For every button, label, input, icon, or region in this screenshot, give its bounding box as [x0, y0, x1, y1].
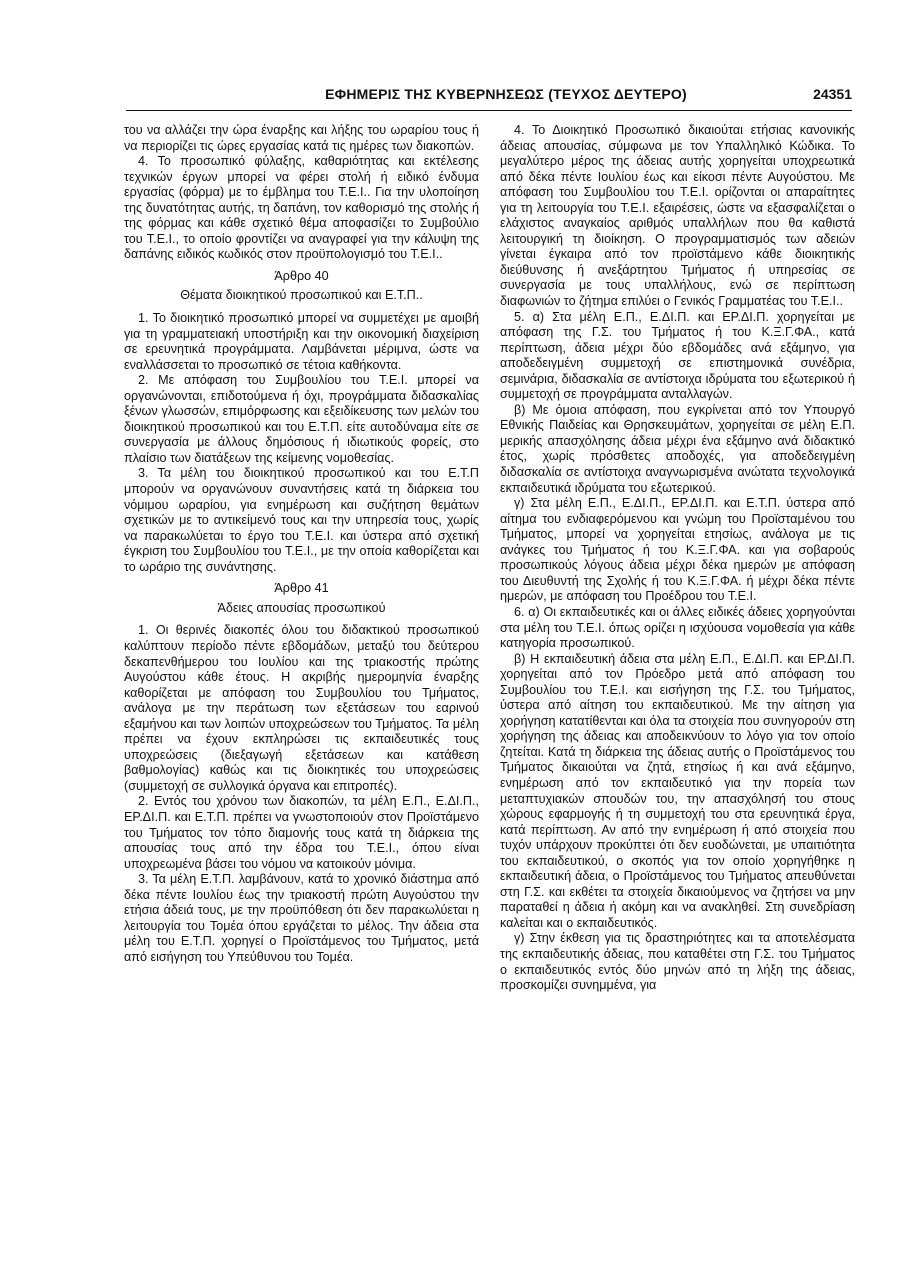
right-column [500, 123, 855, 994]
paragraph: β) Η εκπαιδευτική άδεια στα μέλη Ε.Π., Ε.ΔΙ.Π. και ΕΡ.ΔΙ.Π. χορηγείται από τον Πρόεδρο μετά από απόφαση του Συμβουλίου του Τ.Ε.Ι. και εισήγηση της Γ.Σ. του Τμήματος, ύστερα από αίτηση του εκπαιδευτικού. Με την αίτηση για χορήγηση κατατίθενται και όλα τα στοιχεία που συνηγορούν στη χορήγηση της άδειας και αποδεικνύουν το λόγο για τον οποίο ζητείται. Κατά τη διάρκεια της άδειας αυτής ο Προϊστάμενος του Τμήματος δικαιούται να ζητά, ετησίως ή και ανά εξάμηνο, ενημέρωση από τον εκπαιδευτικό για την πορεία των μεταπτυχιακών σπουδών του, την απασχόλησή του στους χώρους εφαρμογής ή τη συμμετοχή του στα ερευνητικά έργα, κατά περίπτωση. Αν από την ενημέρωση ή από στοιχεία που τυχόν υπάρχουν προκύπτει ότι δεν ευοδώνεται, με υπαιτιότητα του εκπαιδευτικού, ο σκοπός για τον οποίο χορηγήθηκε η εκπαιδευτική άδεια, ο Προϊστάμενος του Τμήματος απευθύνεται στη Γ.Σ. και εκθέτει τα στοιχεία δικαιούμενος να ζητήσει να μην παραταθεί η άδεια ή ακόμη και να ανακληθεί. Στη συνεδρίαση καλείται και ο εκπαιδευτικός. [500, 651, 855, 930]
article-heading: Άρθρο 41 [274, 581, 329, 596]
page-number: 24351 [813, 86, 852, 102]
paragraph: β) Με όμοια απόφαση, που εγκρίνεται από τον Υπουργό Εθνικής Παιδείας και Θρησκευμάτων, χορηγείται σε μέλη Ε.Π. μερικής απασχόλησης άδεια μέχρι ένα εξάμηνο ανά διδακτικό έτος, χωρίς πρόσθετες αποδοχές, για αποδεδειγμένη διδασκαλία σε αντίστοιχα αναγνωρισμένα ανώτατα τεχνολογικά εκπαιδευτικά ιδρύματα του εξωτερικού. [500, 402, 855, 495]
paragraph: γ) Στα μέλη Ε.Π., Ε.ΔΙ.Π., ΕΡ.ΔΙ.Π. και Ε.Τ.Π. ύστερα από αίτημα του ενδιαφερόμενου και γνώμη του Προϊσταμένου του Τμήματος, μπορεί να χορηγείται ετησίως, ανάλογα με τις ανάγκες του Τμήματος ή του Κ.Ξ.Γ.ΦΑ. και για σοβαρούς προσωπικούς λόγους άδεια μέχρι δέκα ημερών με απόφαση του Διευθυντή της Σχολής ή του Κ.Ξ.Γ.ΦΑ. ή μέχρι δέκα πέντε ημερών, με απόφαση του Προέδρου του Τ.Ε.Ι. [500, 496, 855, 604]
article-title: Θέματα διοικητικού προσωπικού και Ε.Τ.Π.. [180, 288, 423, 303]
paragraph: 1. Το διοικητικό προσωπικό μπορεί να συμμετέχει με αμοιβή για τη γραμματειακή υποστήριξη και την οικονομική διαχείριση σε ερευνητικά προγράμματα. Λαμβάνεται μέριμνα, ώστε να εναλλάσσεται το προσωπικό σε τέτοια καθήκοντα. [124, 311, 479, 372]
paragraph: 5. α) Στα μέλη Ε.Π., Ε.ΔΙ.Π. και ΕΡ.ΔΙ.Π. χορηγείται με απόφαση της Γ.Σ. του Τμήματος ή του Κ.Ξ.Γ.ΦΑ., κατά περίπτωση, άδεια μέχρι δύο εβδομάδες ανά εξάμηνο, για αποδεδειγμένη συμμετοχή σε επιστημονικά συνέδρια, σεμινάρια, διδασκαλία σε αντίστοιχα ιδρύματα του εξωτερικού ή συμμετοχή σε προγράμματα ανταλλαγών. [500, 309, 855, 402]
paragraph: 6. α) Οι εκπαιδευτικές και οι άλλες ειδικές άδειες χορηγούνται στα μέλη του Τ.Ε.Ι. όπως ορίζει η ισχύουσα νομοθεσία για κάθε κατηγορία προσωπικού. [500, 604, 855, 651]
paragraph: 3. Τα μέλη Ε.Τ.Π. λαμβάνουν, κατά το χρονικό διάστημα από δέκα πέντε Ιουλίου έως την τριακοστή πρώτη Αυγούστου την ετήσια άδειά τους, με την προϋπόθεση ότι δεν παρακωλύεται η λειτουργία του Τομέα όπου εργάζεται το μέλος. Την άδεια στα μέλη του Ε.Τ.Π. χορηγεί ο Προϊστάμενος του Τμήματος, μετά από εισήγηση του Υπεύθυνου του Τομέα. [124, 872, 479, 964]
gazette-title: ΕΦΗΜΕΡΙΣ ΤΗΣ ΚΥΒΕΡΝΗΣΕΩΣ (ΤΕΥΧΟΣ ΔΕΥΤΕΡΟ) [325, 86, 687, 102]
left-column [124, 123, 479, 965]
paragraph: 3. Τα μέλη του διοικητικού προσωπικού και του Ε.Τ.Π μπορούν να οργανώνουν συναντήσεις κατά τη διάρκεια του νόμιμου ωραρίου, για ενημέρωση και συζήτηση θεμάτων σχετικών με το αντικείμενό τους και την υπηρεσία τους, χωρίς να παρακωλύεται το έργο του Τ.Ε.Ι. και ύστερα από σχετική έγκριση του Συμβουλίου του Τ.Ε.Ι., με την οποία καθορίζεται και το ωράριο της συνάντησης. [124, 466, 479, 574]
paragraph: 4. Το Διοικητικό Προσωπικό δικαιούται ετήσιας κανονικής άδειας απουσίας, σύμφωνα με τον Υπαλληλικό Κώδικα. Το μεγαλύτερο μέρος της άδειας αυτής χορηγείται υποχρεωτικά από δέκα πέντε Ιουλίου έως και είκοσι πέντε Αυγούστου. Με απόφαση του Συμβουλίου του Τ.Ε.Ι. ορίζονται οι απαραίτητες για τη λειτουργία του Τ.Ε.Ι. εξαιρέσεις, ώστε να εξασφαλίζεται ο ελάχιστος αναγκαίος αριθμός υπαλλήλων που θα καθιστά λειτουργική τη διοίκηση. Ο προγραμματισμός των αδειών γίνεται έγκαιρα από τον προϊστάμενο κάθε διοικητικής διεύθυνσης ή ανεξάρτητου Τμήματος ή υπηρεσίας σε συνεργασία με τους υπαλλήλους, ενώ σε περίπτωση διαφωνιών το ζήτημα επιλύει ο Γενικός Γραμματέας του Τ.Ε.Ι.. [500, 123, 855, 309]
paragraph: 2. Με απόφαση του Συμβουλίου του Τ.Ε.Ι. μπορεί να οργανώνονται, επιδοτούμενα ή όχι, προγράμματα διδασκαλίας ξένων γλωσσών, επιμόρφωσης και εξειδίκευσης των μελών του διοικητικού προσωπικού και του Ε.Τ.Π. είτε αυτοδύναμα είτε σε συνεργασία με άλλους δημόσιους ή ιδιωτικούς φορείς, στο πλαίσιο των διατάξεων της κείμενης νομοθεσίας. [124, 373, 479, 465]
paragraph: του να αλλάζει την ώρα έναρξης και λήξης του ωραρίου τους ή να περιορίζει τις ώρες εργασίας κατά τις ημέρες των διακοπών. [124, 123, 479, 153]
paragraph: 1. Οι θερινές διακοπές όλου του διδακτικού προσωπικού καλύπτουν περίοδο πέντε εβδομάδων, μεταξύ του δεύτερου δεκαπενθήμερου του Ιουλίου και της τριακοστής πρώτης Αυγούστου κάθε έτους. Η ακριβής ημερομηνία έναρξης καθορίζεται με απόφαση του Συμβουλίου του Τμήματος, ανάλογα με την περάτωση των εξετάσεων του εαρινού εξαμήνου και των λοιπών υποχρεώσεων του Τμήματος. Τα μέλη πρέπει να έχουν εκπληρώσει τις εκπαιδευτικές τους υποχρεώσεις (διεξαγωγή εξετάσεων και κατάθεση βαθμολογίας) καθώς και τις διοικητικές του υποχρεώσεις (συμμετοχή σε συλλογικά όργανα και επιτροπές). [124, 623, 479, 793]
paragraph: 2. Εντός του χρόνου των διακοπών, τα μέλη Ε.Π., Ε.ΔΙ.Π., ΕΡ.ΔΙ.Π. και Ε.Τ.Π. πρέπει να γνωστοποιούν στον Προϊστάμενο του Τμήματος τον τόπο διαμονής τους κατά τη διάρκεια της απουσίας τους από την έδρα του Τ.Ε.Ι., όπου είναι υποχρεωμένα βάσει του νόμου να κατοικούν μόνιμα. [124, 794, 479, 871]
article-heading: Άρθρο 40 [274, 268, 329, 283]
article-title: Άδειες απουσίας προσωπικού [217, 600, 386, 615]
paragraph: γ) Στην έκθεση για τις δραστηριότητες και τα αποτελέσματα της εκπαιδευτικής άδειας, που καταθέτει στη Γ.Σ. του Τμήματος ο εκπαιδευτικός εντός δύο μηνών από τη λήξη της άδειας, προσκομίζει συνημμένα, για [500, 931, 855, 993]
page-header [126, 86, 852, 111]
paragraph: 4. Το προσωπικό φύλαξης, καθαριότητας και εκτέλεσης τεχνικών έργων μπορεί να φέρει στολή ή ειδικό ένδυμα εργασίας (φόρμα) με το έμβλημα του Τ.Ε.Ι.. Για την υλοποίηση της δυνατότητας αυτής, τη δαπάνη, τον καθορισμό της στολής ή της φόρμας και κάθε σχετικό θέμα αποφασίζει το Συμβούλιο του Τ.Ε.Ι., το οποίο φροντίζει να αναγραφεί για την κάλυψη της δαπάνης ειδικός κωδικός στον προϋπολογισμό του Τ.Ε.Ι.. [124, 154, 479, 262]
